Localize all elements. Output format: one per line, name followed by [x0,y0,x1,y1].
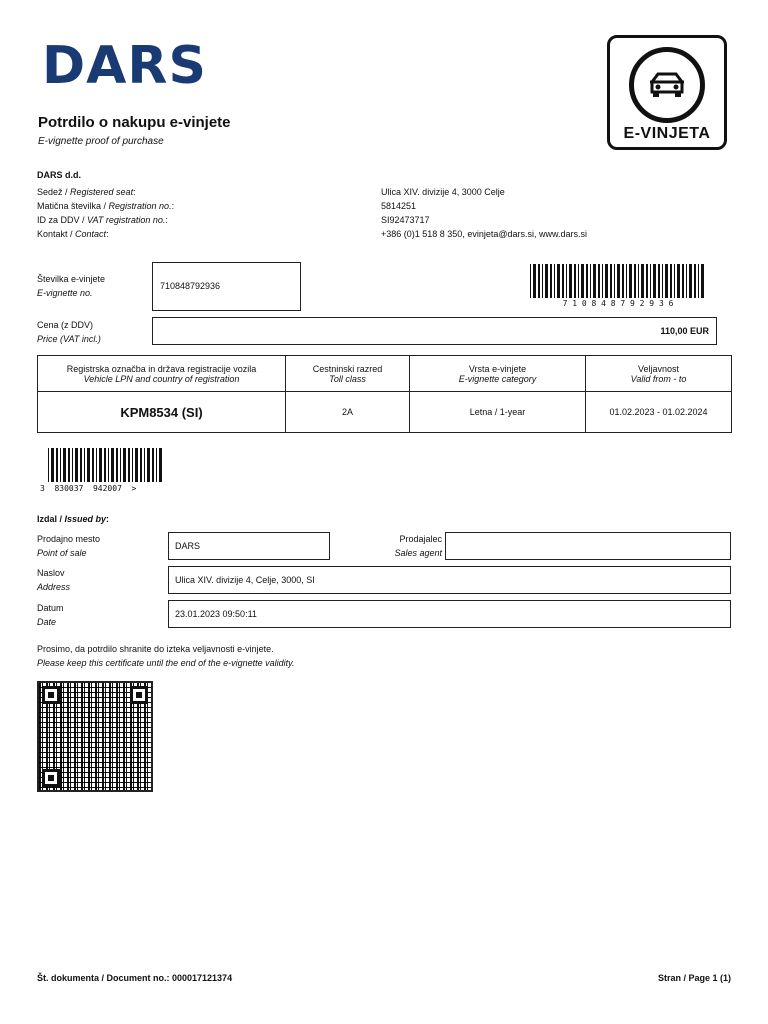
ean-barcode-text: 3 830037 942007 > [40,484,137,493]
vignette-no-label-en: E-vignette no. [37,288,93,298]
barcode-bar [650,264,651,298]
seat-value: Ulica XIV. divizije 4, 3000 Celje [381,187,505,197]
barcode-bar [159,448,162,482]
vignette-no-value: 710848792936 [160,281,221,291]
barcode-bar [665,264,668,298]
barcode-bar [629,264,632,298]
pos-label: Prodajno mesto [37,534,101,544]
barcode-bar [111,448,114,482]
barcode-bar [530,264,531,298]
header-validity-en: Valid from - to [630,373,687,384]
seat-label: Sedež / Registered seat: [37,187,136,197]
barcode-bar [80,448,82,482]
header-toll-class-sl: Cestninski razred [312,363,383,374]
price-label-en: Price (VAT incl.) [37,334,101,344]
issued-label-en: Issued by [64,514,107,524]
vat-label-en: VAT registration no. [87,215,166,225]
contact-label-sl: Kontakt / [37,229,76,239]
header-toll-class-en: Toll class [329,373,366,384]
issued-label: Izdal / Issued by: [37,514,110,524]
issued-label-sl: Izdal / [37,514,65,524]
barcode-bar [605,264,608,298]
keep-note-en: Please keep this certificate until the end of the e-vignette validity. [37,658,295,668]
barcode-bar [63,448,66,482]
barcode-bar [550,264,552,298]
barcode-bar [92,448,94,482]
barcode-bar [590,264,591,298]
barcode-bar [147,448,150,482]
company-name: DARS d.d. [37,170,81,180]
vignette-no-label: Številka e-vinjete [37,274,106,284]
barcode-bar [116,448,118,482]
pos-label-en: Point of sale [37,548,87,558]
barcode-bar [84,448,85,482]
header-category [410,356,586,392]
cell-plate: KPM8534 (SI) [38,392,286,433]
barcode-bar [593,264,596,298]
barcode-bar [99,448,102,482]
barcode-bar [569,264,572,298]
barcode-bar [586,264,588,298]
barcode-bar [658,264,660,298]
barcode-bar [674,264,675,298]
barcode-bar [156,448,157,482]
date-box [168,600,731,628]
cell-validity: 01.02.2023 - 01.02.2024 [586,392,732,433]
agent-box [445,532,731,560]
registration-label: Matična številka / Registration no.: [37,201,175,211]
barcode-bar [682,264,684,298]
barcode-bar [56,448,58,482]
barcode-bar [694,264,696,298]
vat-value: SI92473717 [381,215,430,225]
qr-finder-top-right [130,686,148,704]
header-category-sl: Vrsta e-vinjete [468,363,527,374]
agent-label-en: Sales agent [394,548,442,558]
page-subtitle: E-vignette proof of purchase [38,136,164,147]
date-label-en: Date [37,617,57,627]
barcode-bar [677,264,680,298]
header-vehicle-sl: Registrska označba in država registracije vozila [66,363,257,374]
barcode-bar [598,264,600,298]
barcode-bar [638,264,639,298]
barcode-bar [68,448,70,482]
barcode-bar [140,448,142,482]
barcode-bar [610,264,612,298]
registration-value: 5814251 [381,201,417,211]
barcode-bar [538,264,540,298]
vignette-barcode-text: 7 1 0 8 4 8 7 9 2 9 3 6 [562,299,674,308]
car-icon [629,47,705,123]
qr-code [37,681,153,792]
vignette-barcode [530,264,706,298]
registration-label-en: Registration no. [108,201,172,211]
header-vehicle [38,356,286,392]
vignette-no-box [152,262,301,311]
pos-value: DARS [175,541,201,551]
table-header-row [38,356,732,392]
table-row [38,392,732,433]
qr-finder-top-left [42,686,60,704]
barcode-bar [104,448,106,482]
date-value: 23.01.2023 09:50:11 [175,609,257,619]
barcode-bar [562,264,564,298]
barcode-bar [670,264,672,298]
address-value: Ulica XIV. divizije 4, Celje, 3000, SI [175,575,315,585]
barcode-bar [653,264,656,298]
ean-barcode [48,448,166,482]
header-toll-class [286,356,410,392]
seat-label-en: Registered seat [70,187,134,197]
price-value: 110,00 EUR [660,326,709,336]
page-title: Potrdilo o nakupu e-vinjete [38,114,231,131]
badge-label: E-VINJETA [623,125,711,142]
barcode-bar [123,448,126,482]
barcode-bar [108,448,109,482]
barcode-bar [545,264,548,298]
barcode-bar [634,264,636,298]
address-box [168,566,731,594]
page-number: Stran / Page 1 (1) [657,973,731,983]
barcode-bar [686,264,687,298]
barcode-bar [542,264,543,298]
barcode-bar [75,448,78,482]
dars-logo: DARS [42,36,207,96]
qr-finder-bottom-left [42,769,60,787]
barcode-bar [96,448,97,482]
barcode-bar [533,264,536,298]
contact-value: +386 (0)1 518 8 350, evinjeta@dars.si, www.dars.si [381,229,587,239]
barcode-bar [60,448,61,482]
seat-label-sl: Sedež / [37,187,71,197]
pos-box [168,532,330,560]
barcode-bar [646,264,648,298]
keep-note: Prosimo, da potrdilo shranite do izteka veljavnosti e-vinjete. [37,644,274,654]
barcode-bar [602,264,603,298]
barcode-bar [641,264,644,298]
cell-toll-class: 2A [286,392,410,433]
header-validity-sl: Veljavnost [637,363,680,374]
barcode-bar [87,448,90,482]
barcode-bar [135,448,138,482]
barcode-bar [626,264,627,298]
barcode-bar [72,448,73,482]
header-vehicle-en: Vehicle LPN and country of registration [83,373,240,384]
contact-label-en: Contact [75,229,107,239]
barcode-bar [152,448,154,482]
vat-label: ID za DDV / VAT registration no.: [37,215,168,225]
date-label: Datum [37,603,64,613]
barcode-bar [578,264,579,298]
barcode-bar [698,264,699,298]
barcode-bar [48,448,49,482]
vat-label-sl: ID za DDV / [37,215,88,225]
address-label: Naslov [37,568,65,578]
barcode-bar [554,264,555,298]
e-vinjeta-badge [607,35,727,150]
price-box [152,317,717,345]
barcode-bar [51,448,54,482]
barcode-bar [662,264,663,298]
barcode-bar [574,264,576,298]
barcode-bar [120,448,121,482]
document-number: Št. dokumenta / Document no.: 000017121374 [37,973,233,983]
barcode-bar [581,264,584,298]
barcode-bar [614,264,615,298]
barcode-bar [128,448,130,482]
price-label: Cena (z DDV) [37,320,94,330]
barcode-bar [689,264,692,298]
barcode-bar [132,448,133,482]
barcode-bar [622,264,624,298]
header-validity [586,356,732,392]
registration-label-sl: Matična številka / [37,201,109,211]
agent-label: Prodajalec [399,534,442,544]
barcode-bar [566,264,567,298]
cell-category: Letna / 1-year [410,392,586,433]
address-label-en: Address [37,582,71,592]
barcode-bar [617,264,620,298]
barcode-bar [144,448,145,482]
barcode-bar [701,264,704,298]
vignette-table [37,355,732,433]
contact-label: Kontakt / Contact: [37,229,109,239]
header-category-en: E-vignette category [458,373,537,384]
barcode-bar [557,264,560,298]
